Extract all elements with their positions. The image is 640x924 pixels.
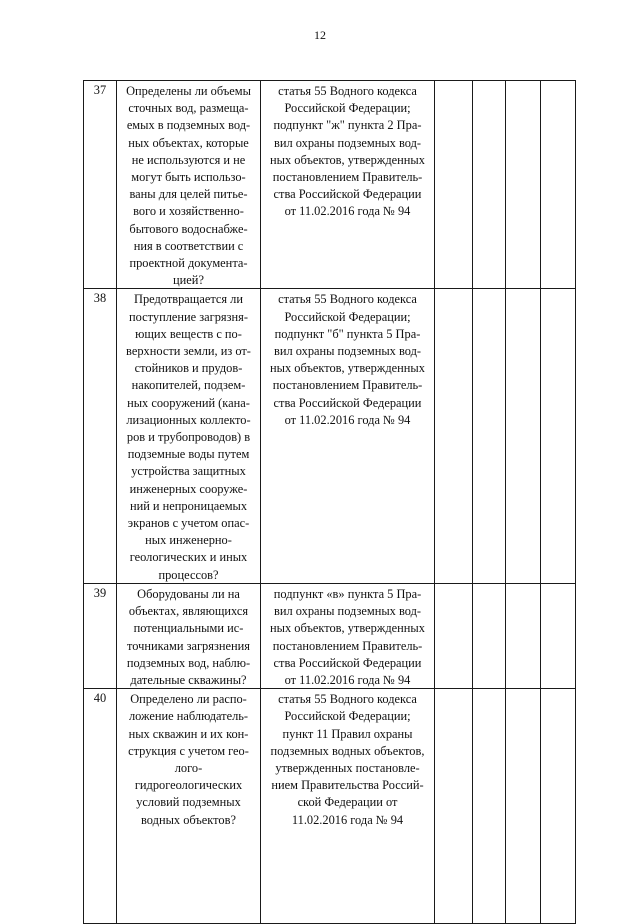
question-line: Предотвращается ли bbox=[134, 292, 243, 307]
answer-na-cell bbox=[506, 689, 541, 924]
answer-na-cell bbox=[506, 81, 541, 289]
question-line: цией? bbox=[173, 273, 204, 288]
question-line: ров и трубопроводов) в bbox=[126, 430, 251, 445]
question-line: Определено ли распо- bbox=[130, 692, 247, 707]
question-line: процессов? bbox=[158, 567, 219, 582]
legal-reference-cell bbox=[261, 81, 435, 289]
reference-line: ных объектов, утвержденных bbox=[270, 621, 425, 636]
note-cell bbox=[541, 689, 576, 924]
answer-no-cell bbox=[473, 81, 506, 289]
answer-na-cell bbox=[506, 583, 541, 688]
table-row bbox=[84, 289, 576, 583]
reference-line: статья 55 Водного кодекса bbox=[278, 292, 417, 307]
question-line: объектах, являющихся bbox=[128, 604, 249, 619]
table-row bbox=[84, 689, 576, 924]
question-cell bbox=[117, 289, 261, 583]
reference-line: вил охраны подземных вод- bbox=[273, 604, 422, 619]
reference-line: ства Российской Федерации bbox=[273, 187, 422, 202]
table-row bbox=[84, 81, 576, 289]
note-cell bbox=[541, 583, 576, 688]
reference-line: ства Российской Федерации bbox=[273, 395, 422, 410]
reference-line: от 11.02.2016 года № 94 bbox=[284, 204, 411, 219]
question-line: ваны для целей питье- bbox=[129, 187, 248, 202]
reference-line: постановлением Правитель- bbox=[272, 170, 423, 185]
question-line: проектной документа- bbox=[129, 256, 248, 271]
row-number-cell bbox=[84, 583, 117, 688]
reference-line: ской Федерации от bbox=[297, 795, 398, 810]
row-number: 39 bbox=[93, 585, 107, 600]
row-number-cell bbox=[84, 689, 117, 924]
legal-reference-text bbox=[261, 584, 434, 688]
question-line: поступление загрязня- bbox=[129, 309, 248, 324]
question-line: ных объектах, которые bbox=[128, 135, 249, 150]
question-line: ных инженерно- bbox=[145, 533, 232, 548]
reference-line: Российской Федерации; bbox=[284, 709, 411, 724]
answer-no-cell bbox=[473, 689, 506, 924]
reference-line: Российской Федерации; bbox=[284, 309, 411, 324]
legal-reference-cell bbox=[261, 289, 435, 583]
question-line: ющих веществ с по- bbox=[135, 326, 242, 341]
question-cell bbox=[117, 81, 261, 289]
question-line: лизационных коллекто- bbox=[126, 412, 251, 427]
reference-line: утвержденных постановле- bbox=[275, 760, 420, 775]
reference-line: ных объектов, утвержденных bbox=[270, 361, 425, 376]
question-line: сточных вод, размеща- bbox=[128, 101, 249, 116]
question-line: бытового водоснабже- bbox=[129, 221, 248, 236]
reference-line: нием Правительства Россий- bbox=[271, 778, 424, 793]
question-line: стойников и прудов- bbox=[134, 361, 243, 376]
note-cell bbox=[541, 81, 576, 289]
question-line: ний и непроницаемых bbox=[129, 498, 248, 513]
row-number: 40 bbox=[93, 691, 107, 706]
question-line: Оборудованы ли на bbox=[137, 586, 240, 601]
question-line: устройства защитных bbox=[131, 464, 246, 479]
question-line: геологических и иных bbox=[129, 550, 248, 565]
reference-line: постановлением Правитель- bbox=[272, 638, 423, 653]
answer-yes-cell bbox=[435, 81, 473, 289]
question-line: инженерных сооруже- bbox=[129, 481, 248, 496]
answer-yes-cell bbox=[435, 583, 473, 688]
reference-line: вил охраны подземных вод- bbox=[273, 344, 422, 359]
question-line: экранов с учетом опас- bbox=[127, 516, 250, 531]
question-line: точниками загрязнения bbox=[127, 638, 250, 653]
table-row bbox=[84, 583, 576, 688]
answer-yes-cell bbox=[435, 689, 473, 924]
question-text bbox=[117, 289, 260, 582]
question-line: подземные воды путем bbox=[127, 447, 250, 462]
question-line: ния в соответствии с bbox=[133, 238, 244, 253]
question-line: гидрогеологических bbox=[134, 778, 243, 793]
question-line: накопителей, подзем- bbox=[131, 378, 246, 393]
question-line: потенциальными ис- bbox=[133, 621, 244, 636]
reference-line: ных объектов, утвержденных bbox=[270, 152, 425, 167]
question-text bbox=[117, 689, 260, 828]
legal-reference-cell bbox=[261, 583, 435, 688]
legal-reference-text bbox=[261, 689, 434, 828]
reference-line: от 11.02.2016 года № 94 bbox=[284, 412, 411, 427]
question-text bbox=[117, 81, 260, 288]
answer-na-cell bbox=[506, 289, 541, 583]
question-line: лого- bbox=[174, 760, 203, 775]
reference-line: подпункт "б" пункта 5 Пра- bbox=[274, 326, 421, 341]
question-line: дательные скважины? bbox=[130, 672, 247, 687]
reference-line: подземных водных объектов, bbox=[270, 743, 425, 758]
checklist-table bbox=[83, 80, 576, 924]
question-line: вого и хозяйственно- bbox=[133, 204, 244, 219]
answer-no-cell bbox=[473, 289, 506, 583]
reference-line: от 11.02.2016 года № 94 bbox=[284, 672, 411, 687]
row-number: 37 bbox=[93, 83, 107, 97]
page-number: 12 bbox=[314, 28, 326, 42]
legal-reference-text bbox=[261, 289, 434, 428]
question-line: подземных вод, наблю- bbox=[126, 655, 251, 670]
question-line: Определены ли объемы bbox=[126, 84, 251, 98]
question-line: струкция с учетом гео- bbox=[128, 743, 249, 758]
question-text bbox=[117, 584, 260, 688]
reference-line: статья 55 Водного кодекса bbox=[278, 692, 417, 707]
question-line: не используются и не bbox=[131, 152, 246, 167]
question-line: водных объектов? bbox=[141, 812, 236, 827]
reference-line: пункт 11 Правил охраны bbox=[282, 726, 413, 741]
reference-line: подпункт "ж" пункта 2 Пра- bbox=[273, 118, 422, 133]
question-line: могут быть использо- bbox=[131, 170, 246, 185]
question-line: емых в подземных вод- bbox=[126, 118, 251, 133]
reference-line: постановлением Правитель- bbox=[272, 378, 423, 393]
question-cell bbox=[117, 583, 261, 688]
question-line: ных сооружений (кана- bbox=[127, 395, 250, 410]
legal-reference-text bbox=[261, 81, 434, 220]
answer-yes-cell bbox=[435, 289, 473, 583]
row-number-cell bbox=[84, 81, 117, 289]
question-line: условий подземных bbox=[136, 795, 241, 810]
question-line: ложение наблюдатель- bbox=[128, 709, 249, 724]
note-cell bbox=[541, 289, 576, 583]
answer-no-cell bbox=[473, 583, 506, 688]
question-line: верхности земли, из от- bbox=[126, 344, 251, 359]
question-cell bbox=[117, 689, 261, 924]
reference-line: подпункт «в» пункта 5 Пра- bbox=[273, 586, 422, 601]
row-number-cell bbox=[84, 289, 117, 583]
row-number: 38 bbox=[93, 291, 107, 306]
reference-line: статья 55 Водного кодекса bbox=[278, 84, 417, 98]
reference-line: вил охраны подземных вод- bbox=[273, 135, 422, 150]
reference-line: Российской Федерации; bbox=[284, 101, 411, 116]
reference-line: ства Российской Федерации bbox=[273, 655, 422, 670]
reference-line: 11.02.2016 года № 94 bbox=[291, 812, 404, 827]
legal-reference-cell bbox=[261, 689, 435, 924]
question-line: ных скважин и их кон- bbox=[128, 726, 249, 741]
